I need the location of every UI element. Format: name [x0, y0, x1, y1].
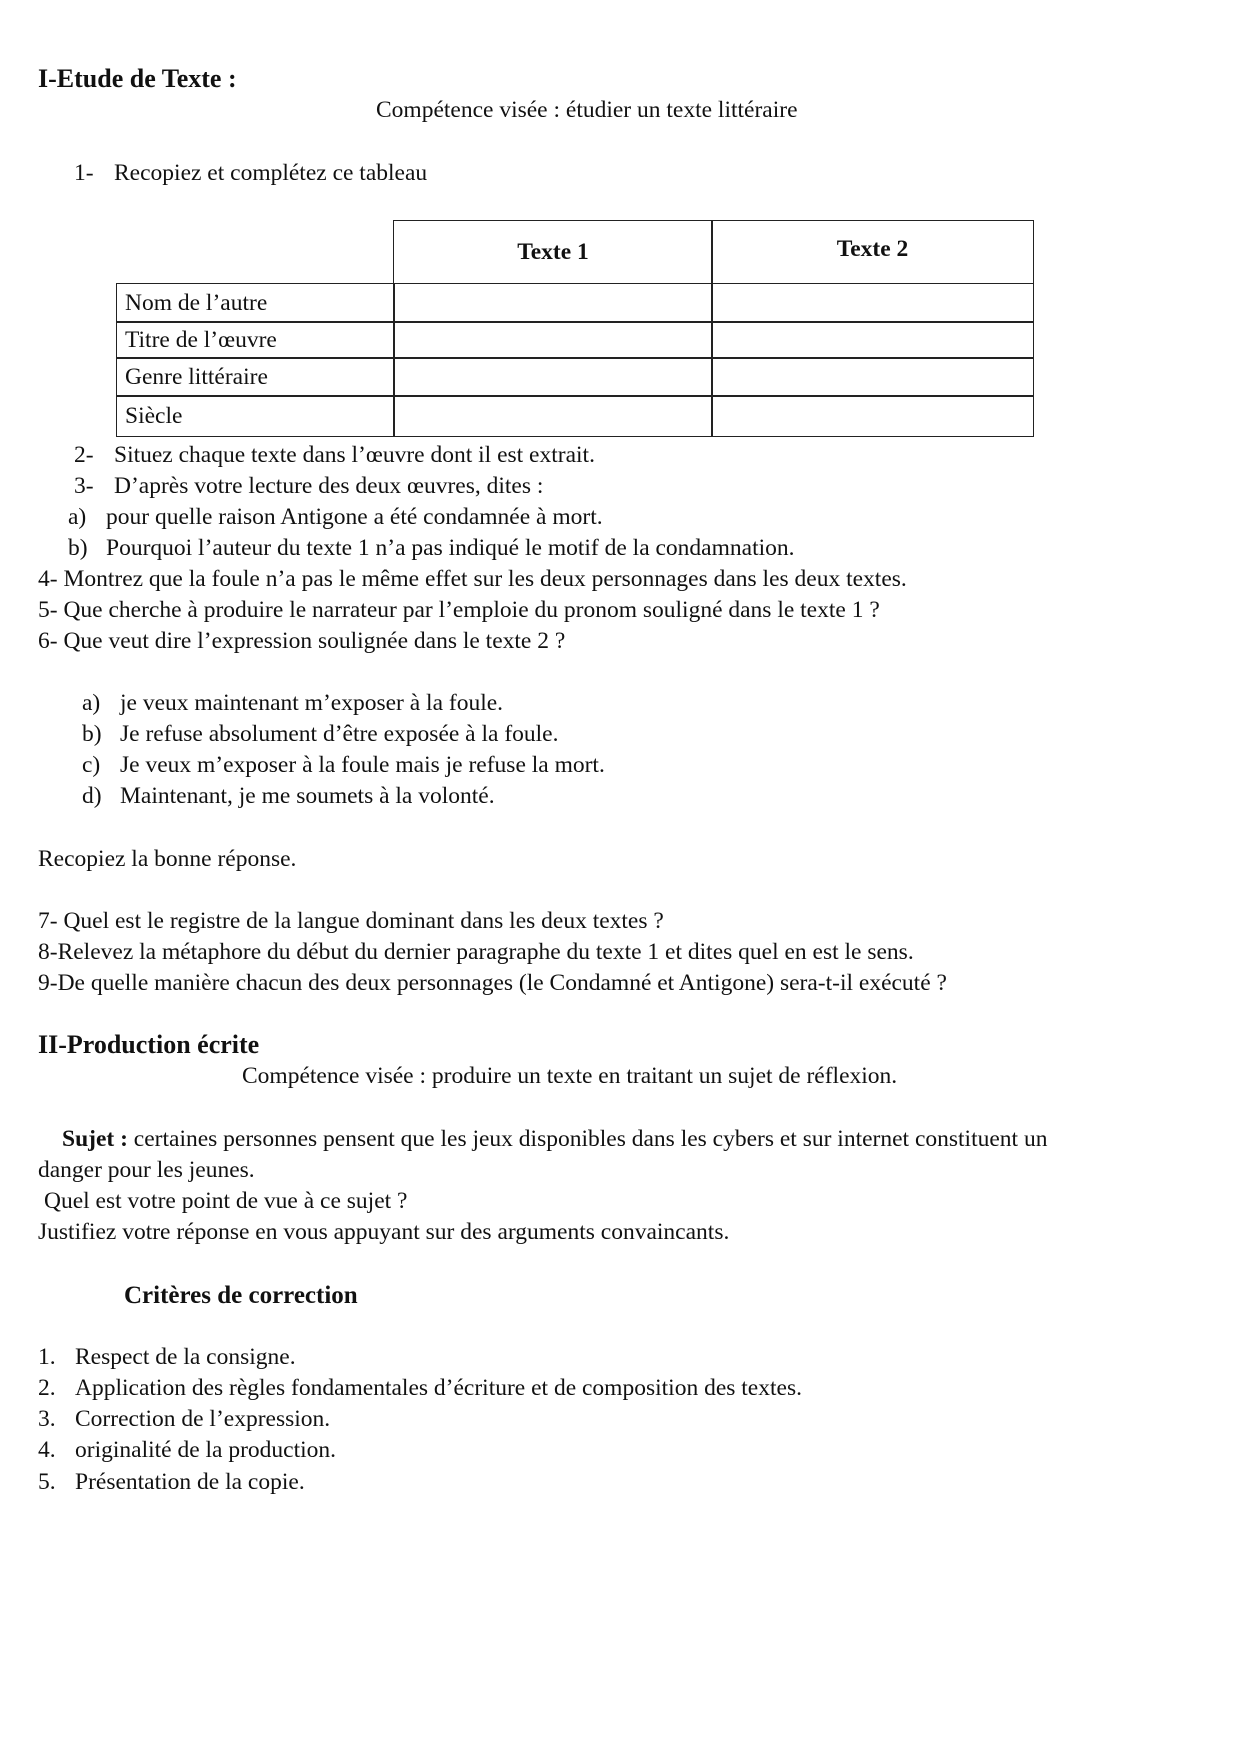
table-cell — [711, 395, 1034, 437]
table-cell — [711, 321, 1034, 359]
choice-text: Maintenant, je me soumets à la volonté. — [120, 783, 495, 809]
criteria-number: 3. — [38, 1406, 56, 1432]
sujet-line-2: danger pour les jeunes. — [38, 1157, 255, 1183]
choice-letter: b) — [82, 721, 102, 747]
question-number: a) — [68, 504, 87, 530]
criteria-number: 4. — [38, 1437, 56, 1463]
question-text: Situez chaque texte dans l’œuvre dont il est extrait. — [114, 442, 595, 468]
criteria-text: originalité de la production. — [75, 1437, 337, 1463]
criteria-item — [38, 1439, 336, 1463]
choice-text: je veux maintenant m’exposer à la foule. — [120, 690, 504, 716]
table-cell — [393, 357, 713, 397]
question-8: 8-Relevez la métaphore du début du dernier paragraphe du texte 1 et dites quel en est le sens. — [38, 939, 914, 965]
question-3 — [74, 475, 543, 499]
question-3a — [68, 506, 603, 530]
choice-letter: d) — [82, 783, 102, 809]
table-row-label: Nom de l’autre — [116, 283, 395, 323]
section2-title: II-Production écrite — [38, 1030, 260, 1059]
question-text: Pourquoi l’auteur du texte 1 n’a pas indiqué le motif de la condamnation. — [106, 535, 795, 561]
table-cell — [393, 321, 713, 359]
criteria-item — [38, 1471, 305, 1495]
criteria-item — [38, 1346, 296, 1370]
question-text: D’après votre lecture des deux œuvres, dites : — [114, 473, 544, 499]
section1-title: I-Etude de Texte : — [38, 64, 237, 93]
table-cell — [393, 283, 713, 323]
recopy-instruction: Recopiez la bonne réponse. — [38, 846, 297, 872]
section2-competence: Compétence visée : produire un texte en traitant un sujet de réflexion. — [242, 1063, 898, 1089]
choice-a — [82, 692, 503, 716]
table-cell — [711, 357, 1034, 397]
criteria-number: 1. — [38, 1344, 56, 1370]
table-row-label: Titre de l’œuvre — [116, 321, 395, 359]
choice-text: Je veux m’exposer à la foule mais je refuse la mort. — [120, 752, 605, 778]
choice-d — [82, 785, 495, 809]
table-cell — [393, 395, 713, 437]
sujet-label: Sujet : — [62, 1126, 128, 1152]
question-5: 5- Que cherche à produire le narrateur par l’emploie du pronom souligné dans le texte 1 ? — [38, 597, 880, 623]
criteria-text: Application des règles fondamentales d’écriture et de composition des textes. — [75, 1375, 802, 1401]
question-text: Recopiez et complétez ce tableau — [114, 160, 428, 186]
table-row-label: Genre littéraire — [116, 357, 395, 397]
sujet-line-1 — [62, 1128, 1047, 1152]
criteria-text: Présentation de la copie. — [75, 1469, 305, 1495]
question-2 — [74, 444, 595, 468]
choice-letter: c) — [82, 752, 101, 778]
choice-letter: a) — [82, 690, 101, 716]
criteria-item — [38, 1377, 802, 1401]
criteria-title: Critères de correction — [124, 1282, 358, 1309]
criteria-number: 2. — [38, 1375, 56, 1401]
table-cell — [711, 283, 1034, 323]
criteria-number: 5. — [38, 1469, 56, 1495]
sujet-question: Quel est votre point de vue à ce sujet ? — [44, 1188, 408, 1214]
choice-text: Je refuse absolument d’être exposée à la foule. — [120, 721, 559, 747]
table-header-texte1: Texte 1 — [393, 220, 713, 284]
question-4: 4- Montrez que la foule n’a pas le même effet sur les deux personnages dans les deux textes. — [38, 566, 907, 592]
question-number: b) — [68, 535, 88, 561]
question-9: 9-De quelle manière chacun des deux personnages (le Condamné et Antigone) sera-t-il exécuté ? — [38, 970, 947, 996]
section1-competence: Compétence visée : étudier un texte littéraire — [376, 97, 798, 123]
question-number: 2- — [74, 442, 94, 468]
question-7: 7- Quel est le registre de la langue dominant dans les deux textes ? — [38, 908, 664, 934]
question-1 — [74, 162, 427, 186]
table-header-texte2: Texte 2 — [711, 220, 1034, 284]
criteria-text: Respect de la consigne. — [75, 1344, 296, 1370]
question-text: pour quelle raison Antigone a été condamnée à mort. — [106, 504, 603, 530]
sujet-justify: Justifiez votre réponse en vous appuyant sur des arguments convaincants. — [38, 1219, 730, 1245]
question-number: 1- — [74, 160, 94, 186]
table-row-label: Siècle — [116, 395, 395, 437]
question-3b — [68, 537, 795, 561]
question-6: 6- Que veut dire l’expression soulignée dans le texte 2 ? — [38, 628, 566, 654]
choice-c — [82, 754, 605, 778]
criteria-item — [38, 1408, 330, 1432]
criteria-text: Correction de l’expression. — [75, 1406, 331, 1432]
question-number: 3- — [74, 473, 94, 499]
sujet-text: certaines personnes pensent que les jeux disponibles dans les cybers et sur internet constituent un — [127, 1126, 1048, 1152]
choice-b — [82, 723, 558, 747]
